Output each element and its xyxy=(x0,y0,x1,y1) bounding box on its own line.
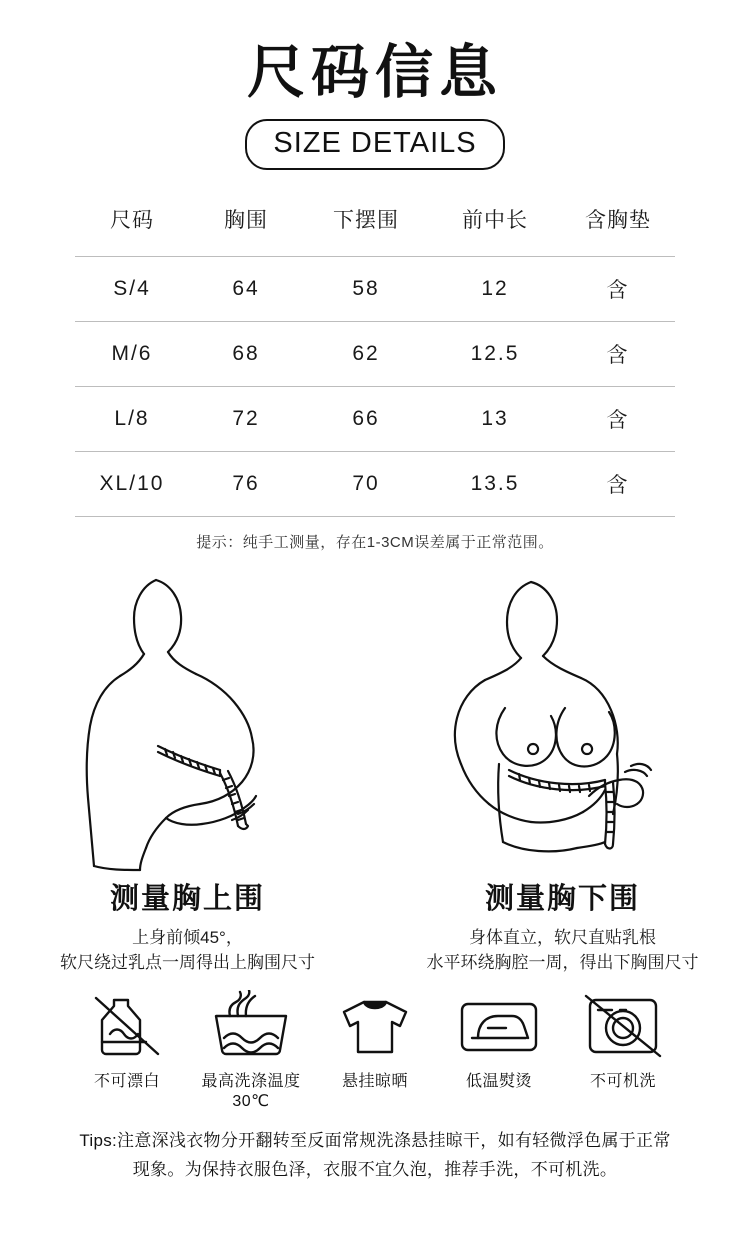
subtitle-wrapper xyxy=(0,119,750,170)
cell-front-length: 13.5 xyxy=(470,471,520,495)
under-bust-description xyxy=(427,925,699,976)
care-label-low-iron: 低温熨烫 xyxy=(465,1072,532,1090)
upper-bust-measure-illustration xyxy=(38,574,338,874)
table-header-row xyxy=(75,198,675,257)
under-bust-desc-line2: 水平环绕胸腔一周，得出下胸围尺寸 xyxy=(426,953,699,973)
care-label-no-machine-wash: 不可机洗 xyxy=(589,1072,656,1090)
care-item-no-machine-wash xyxy=(561,990,685,1111)
table-row xyxy=(75,451,675,516)
upper-bust-description xyxy=(60,925,315,976)
care-label-hand-wash: 最高洗涤温度30℃ xyxy=(201,1072,301,1110)
care-item-low-iron xyxy=(437,990,561,1111)
cell-size: L/8 xyxy=(114,406,150,430)
hand-wash-icon xyxy=(206,990,296,1062)
cell-size: XL/10 xyxy=(99,471,165,495)
cell-pad: 含 xyxy=(606,473,630,497)
hang-dry-icon xyxy=(336,990,414,1062)
cell-pad: 含 xyxy=(606,343,630,367)
column-header-hem: 下摆围 xyxy=(333,208,399,232)
measurement-illustrations xyxy=(0,574,750,976)
table-row xyxy=(75,386,675,451)
no-bleach-icon xyxy=(88,990,166,1062)
column-header-size: 尺码 xyxy=(110,208,154,232)
care-instructions xyxy=(0,990,750,1111)
cell-hem: 62 xyxy=(352,341,380,365)
cell-hem: 58 xyxy=(352,276,380,300)
page-title: 尺码信息 xyxy=(246,38,503,106)
cell-size: S/4 xyxy=(113,276,151,300)
care-item-hand-wash xyxy=(189,990,313,1111)
cell-size: M/6 xyxy=(111,341,153,365)
cell-front-length: 13 xyxy=(481,406,509,430)
cell-bust: 64 xyxy=(232,276,260,300)
upper-bust-caption: 测量胸上围 xyxy=(109,880,265,915)
cell-pad: 含 xyxy=(606,408,630,432)
size-table xyxy=(75,198,675,517)
size-table-wrapper xyxy=(75,198,675,552)
cell-bust: 68 xyxy=(232,341,260,365)
care-label-hang-dry: 悬挂晾晒 xyxy=(341,1072,408,1090)
upper-bust-desc-line1: 上身前倾45°， xyxy=(132,927,243,947)
header xyxy=(0,0,750,170)
care-label-no-bleach: 不可漂白 xyxy=(93,1072,160,1090)
cell-hem: 70 xyxy=(352,471,380,495)
column-header-pad: 含胸垫 xyxy=(585,208,651,232)
under-bust-caption: 测量胸下围 xyxy=(484,880,640,915)
cell-hem: 66 xyxy=(352,406,380,430)
column-header-front-length: 前中长 xyxy=(462,208,528,232)
upper-bust-desc-line2: 软尺绕过乳点一周得出上胸围尺寸 xyxy=(60,953,315,973)
care-tips xyxy=(45,1127,705,1185)
column-header-bust: 胸围 xyxy=(224,208,268,232)
tips-line1: Tips:注意深浅衣物分开翻转至反面常规洗涤悬挂晾干，如有轻微浮色属于正常 xyxy=(79,1130,671,1150)
tips-line2: 现象。为保持衣服色泽，衣服不宜久泡，推荐手洗，不可机洗。 xyxy=(132,1159,618,1179)
under-bust-measure-illustration xyxy=(413,574,713,874)
care-item-no-bleach xyxy=(65,990,189,1111)
table-row xyxy=(75,321,675,386)
page-subtitle: SIZE DETAILS xyxy=(245,119,504,170)
table-row xyxy=(75,256,675,321)
no-machine-wash-icon xyxy=(580,990,666,1062)
measurement-note: 提示：纯手工测量，存在1-3CM误差属于正常范围。 xyxy=(196,533,554,551)
cell-bust: 76 xyxy=(232,471,260,495)
low-iron-icon xyxy=(454,990,544,1062)
upper-bust-block xyxy=(0,574,375,976)
care-item-hang-dry xyxy=(313,990,437,1111)
under-bust-desc-line1: 身体直立，软尺直贴乳根 xyxy=(469,927,656,947)
under-bust-block xyxy=(375,574,750,976)
cell-pad: 含 xyxy=(606,278,630,302)
cell-front-length: 12.5 xyxy=(470,341,520,365)
cell-front-length: 12 xyxy=(481,276,509,300)
cell-bust: 72 xyxy=(232,406,260,430)
